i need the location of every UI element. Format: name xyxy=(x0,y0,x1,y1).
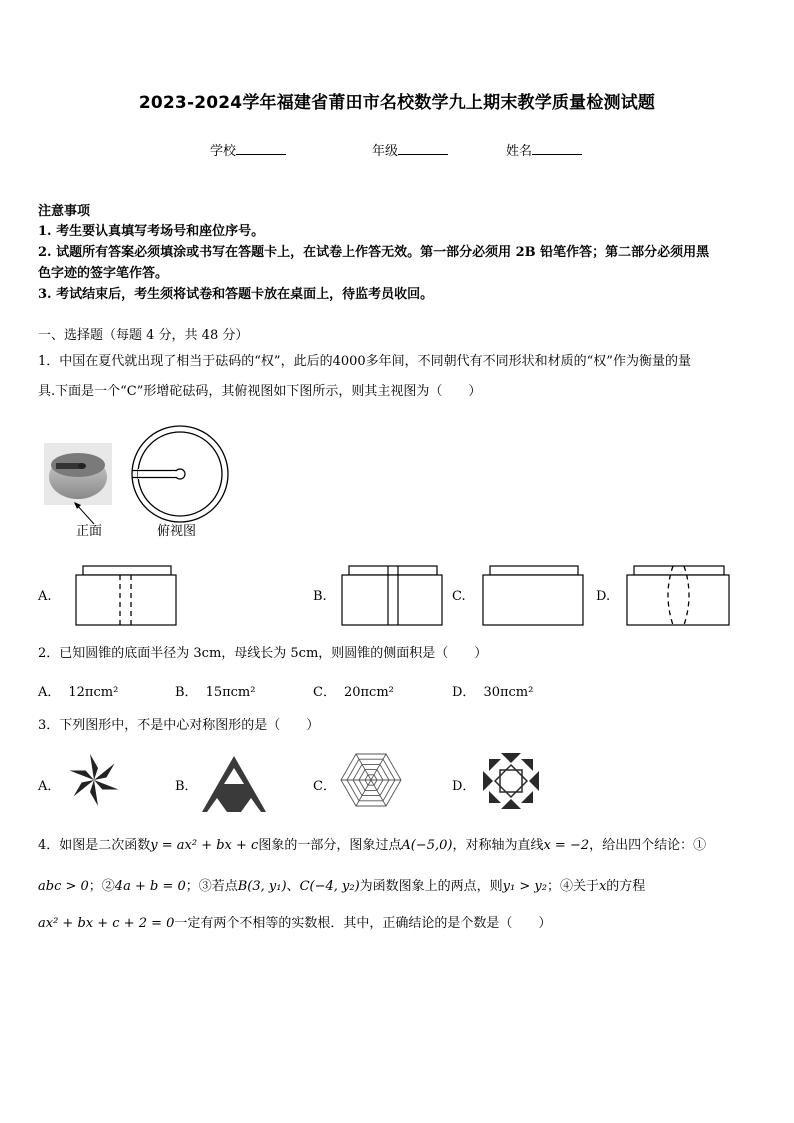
option-d-figure xyxy=(626,565,732,627)
q4-axis: x = −2 xyxy=(543,838,590,853)
q2-text: 2．已知圆锥的底面半径为 3cm，母线长为 5cm，则圆锥的侧面积是（ ） xyxy=(38,646,488,661)
name-label: 姓名 xyxy=(506,144,533,159)
weight-photo xyxy=(44,443,112,505)
q3-option-d[interactable]: D． xyxy=(452,779,476,794)
option-b-figure xyxy=(341,565,445,627)
school-label: 学校 xyxy=(210,144,237,159)
q4-function-eq: y = ax² + bx + c xyxy=(150,838,259,853)
q1-line2: 具.下面是一个“C”形增砣砝码，其俯视图如下图所示，则其主视图为（ ） xyxy=(38,384,482,399)
q3-option-c[interactable]: C． xyxy=(313,779,336,794)
option-a-figure xyxy=(75,565,179,627)
q2-option-b[interactable]: B． 15πcm² xyxy=(175,685,256,700)
hexagon-web-shape xyxy=(340,752,402,808)
q1-line1: 1．中国在夏代就出现了相当于砝码的“权”，此后的4000多年间，不同朝代有不同形状和材质的“权”作为衡量的量 xyxy=(38,354,691,369)
school-field xyxy=(210,140,286,159)
q4-line2: abc > 0；②4a + b = 0；③若点B(3, y₁)、C(−4, y₂)为函数图象上的两点，则y₁ > y₂；④关于x的方程 xyxy=(38,879,646,894)
grade-blank xyxy=(398,143,448,155)
pinwheel-shape xyxy=(66,752,122,808)
school-blank xyxy=(236,143,286,155)
q2-option-b-value: 15πcm² xyxy=(205,685,256,700)
q1-option-c[interactable]: C. xyxy=(452,589,466,604)
star-square-shape xyxy=(481,752,541,810)
notice-item-2: 2. 试题所有答案必须填涂或书写在答题卡上，在试卷上作答无效。第一部分必须用 2B 铅笔作答；第二部分必须用黑 xyxy=(38,245,710,260)
q2-option-a[interactable]: A． 12πcm² xyxy=(38,685,119,700)
notice-item-3: 3. 考试结束后，考生须将试卷和答题卡放在桌面上，待监考员收回。 xyxy=(38,287,434,302)
q2-option-a-value: 12πcm² xyxy=(68,685,119,700)
grade-label: 年级 xyxy=(372,144,399,159)
option-c-figure xyxy=(482,565,586,627)
q3-option-a[interactable]: A． xyxy=(38,779,61,794)
q1-option-d[interactable]: D. xyxy=(596,589,611,604)
photo-label: 正面 xyxy=(76,524,103,539)
q2-option-c-value: 20πcm² xyxy=(343,685,394,700)
name-field xyxy=(506,140,582,159)
name-blank xyxy=(532,143,582,155)
notice-heading: 注意事项 xyxy=(38,204,91,219)
q2-option-c[interactable]: C． 20πcm² xyxy=(313,685,394,700)
triangle-shape xyxy=(200,754,268,814)
grade-field xyxy=(372,140,448,159)
q4-line3: ax² + bx + c + 2 = 0一定有两个不相等的实数根．其中，正确结论的是个数是（ ） xyxy=(38,916,552,931)
q2-option-d[interactable]: D． 30πcm² xyxy=(452,685,534,700)
section-heading: 一、选择题（每题 4 分，共 48 分） xyxy=(38,328,249,343)
q4-point-a: A(−5,0) xyxy=(401,838,453,853)
top-view-label: 俯视图 xyxy=(157,524,197,539)
notice-item-2-cont: 色字迹的签字笔作答。 xyxy=(38,266,169,281)
notice-item-1: 1. 考生要认真填写考场号和座位序号。 xyxy=(38,224,265,239)
q2-option-d-value: 30πcm² xyxy=(483,685,534,700)
q1-option-a[interactable]: A. xyxy=(38,589,52,604)
q1-option-b[interactable]: B. xyxy=(313,589,327,604)
page-title: 2023-2024学年福建省莆田市名校数学九上期末教学质量检测试题 xyxy=(138,93,656,113)
q4-line1: 4．如图是二次函数y = ax² + bx + c图象的一部分，图象过点A(−5,0)，对称轴为直线x = −2，给出四个结论：① xyxy=(38,838,707,853)
q3-text: 3．下列图形中，不是中心对称图形的是（ ） xyxy=(38,718,320,733)
q3-option-b[interactable]: B． xyxy=(175,779,198,794)
top-view-ring xyxy=(128,422,232,526)
